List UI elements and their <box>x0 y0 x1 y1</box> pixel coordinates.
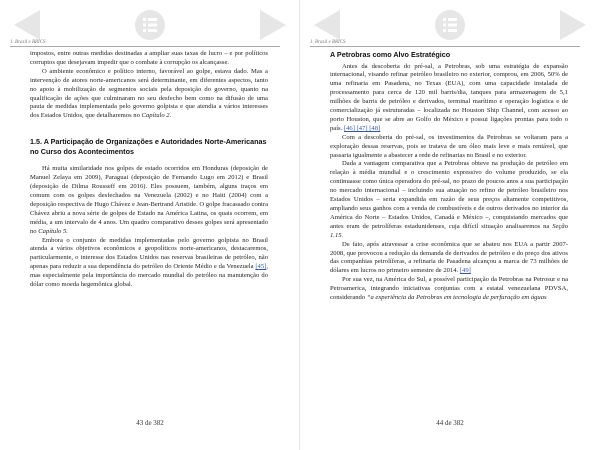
section-heading: 1.5. A Participação de Organizações e Autoridades Norte-Americanas no Curso dos Acontecimentos <box>30 137 267 156</box>
left-page-content <box>30 50 268 290</box>
section-heading: A Petrobras como Alvo Estratégico <box>330 50 451 59</box>
menu-list-icon <box>133 8 167 42</box>
toc-menu-button[interactable] <box>433 8 467 42</box>
arrow-left-icon <box>10 8 44 42</box>
paragraph: Com a descoberta do pré-sal, os investimentos da Petrobras se voltaram para a exploração dessas reservas, pois se tratava de um óleo mais leve e mais rentável, que passaria igualmente a abastecer a rede de refinarias no Brasil e no exterior. <box>330 133 568 159</box>
next-page-button[interactable] <box>256 8 290 42</box>
footnote-link[interactable]: [45] <box>255 263 267 271</box>
paragraph: O ambiente econômico e político interno, favorável ao golpe, estava dado. Mas a intervenção de atores norte-americanos será determinante, em diferentes aspectos, tanto no apoio à mobilização de segmentos sociais pela deposição do governo, quanto na qualificação de ações que culminaram no seu desfecho bem como na difusão de uma pauta de medidas implementada pelo governo golpista e que atendia a vários interesses dos Estados Unidos, que detalharemos no Capítulo 2. <box>30 67 268 120</box>
paragraph: Antes da descoberta do pré-sal, a Petrobras, sob uma estratégia de expansão internacional, visando refinar petróleo brasileiro no exterior, comprou, em 2006, 50% de uma refinaria em Pasadena, no Texas (EUA), com uma capacidade instalada de processamento para cerca de 120 mil barris/dia, tanques para armazenagem de 5,1 milhões de barris de petróleo e derivados, terminal marítimo e operação logística e de comercialização já estruturadas – localizada no Houston Ship Channel, com acesso ao porto Houston, que se abre ao Golfo do México e possui ligações prontas para todo o país. [46] [47] [48] <box>330 62 568 132</box>
running-head: 1. Brasil e BRICS <box>10 40 280 47</box>
arrow-left-icon <box>310 8 344 42</box>
arrow-right-icon <box>256 8 290 42</box>
prev-page-button[interactable] <box>310 8 344 42</box>
paragraph: Embora o conjunto de medidas implementadas pelo governo golpista no Brasil atenda a vários objetivos econômicos e geopolíticos norte-americanos, destacaremos, particularmente, o interesse dos Estados Unidos nas reservas brasileiras de petróleo, não apenas para reduzir a sua dependência do petróleo do Oriente Médio e da Venezuela [45], mas especialmente pela importância do mercado mundial do petróleo na manutenção do dólar como moeda hegemônica global. <box>30 236 268 289</box>
paragraph: De fato, após atravessar a crise econômica que se abateu nos EUA a partir 2007-2008, que provocou a redução da demanda de derivados de petróleo e do preço dos ativos das companhias petrolíferas, a refinaria de Pasadena alcançou a marca de 73 milhões de dólares em lucros no primeiro semestre de 2014. [49] <box>330 240 568 275</box>
section-reference: Seção 1.15. <box>330 222 568 239</box>
page-number: 44 de 382 <box>436 419 464 427</box>
right-page-content <box>330 50 568 303</box>
paragraph: Dada a vantagem comparativa que a Petrobras obteve na produção de petróleo em relação à média mundial e o crescimento expressivo do volume produzido, se ela continuasse como única operadora do pré-sal, no prazo de poucos anos a sua participação no mercado internacional – incluindo sua atuação no refino de petróleo brasileiro nos Estados Unidos – seria expandida em razão de seus preços altamente competitivos, ampliando seus ganhos com a venda de combustíveis e de outros derivados no interior da América do Norte – Estados Unidos, Canadá e México –, conquistando mercados que antes eram de petrolíferas estadunidenses, cuja difícil situação analisaremos na Seção 1.15. <box>330 160 568 239</box>
page-number: 43 de 382 <box>136 419 164 427</box>
right-page <box>300 0 600 450</box>
chapter-reference: Capítulo 5. <box>38 227 68 235</box>
right-nav-bar <box>300 8 600 42</box>
next-page-button[interactable] <box>556 8 590 42</box>
paragraph: Por sua vez, na América do Sul, a possível participação da Petrobras na Petrosur e na Petroamerica, integrando iniciativas conjuntas com a estatal venezuelana PDVSA, considerando “a experiência da Petrobras em tecnologia de perfuração em águas <box>330 276 568 302</box>
arrow-right-icon <box>556 8 590 42</box>
prev-page-button[interactable] <box>10 8 44 42</box>
chapter-reference: Capítulo 2. <box>141 112 172 120</box>
toc-menu-button[interactable] <box>133 8 167 42</box>
left-nav-bar <box>0 8 300 42</box>
paragraph: impostos, entre outras medidas destinadas a ampliar suas taxas de lucro – e por políticos corruptos que desejavam impedir que o combate à corrupção os alcançasse. <box>30 50 268 66</box>
quotation: “a experiência da Petrobras em tecnologia de perfuração em águas <box>366 294 547 302</box>
menu-list-icon <box>433 8 467 42</box>
footnote-link[interactable]: [49] <box>459 267 471 275</box>
paragraph: Há muita similaridade nos golpes de estado ocorridos em Honduras (deposição de Manuel Zelaya em 2009), Paraguai (deposição de Fernando Lugo em 2012) e Brasil (deposição de Dilma Rousseff em 2016). Eles possuem, também, alguns traços em comum com os golpes desfechados na Venezuela (2002) e no Haiti (2004) com a deposição respectiva de Hugo Chávez e Jean-Bertrand Aristide. O golpe fracassado contra Chávez abriu a nova série de golpes de Estado na América Latina, os quais ocorrem, em média, a um intervalo de 4 anos. Um quadro comparativo desses golpes será apresentado no Capítulo 5. <box>30 165 269 235</box>
footnote-links[interactable]: [46] [47] [48] <box>343 124 381 132</box>
running-head: 1. Brasil e BRICS <box>310 40 580 47</box>
